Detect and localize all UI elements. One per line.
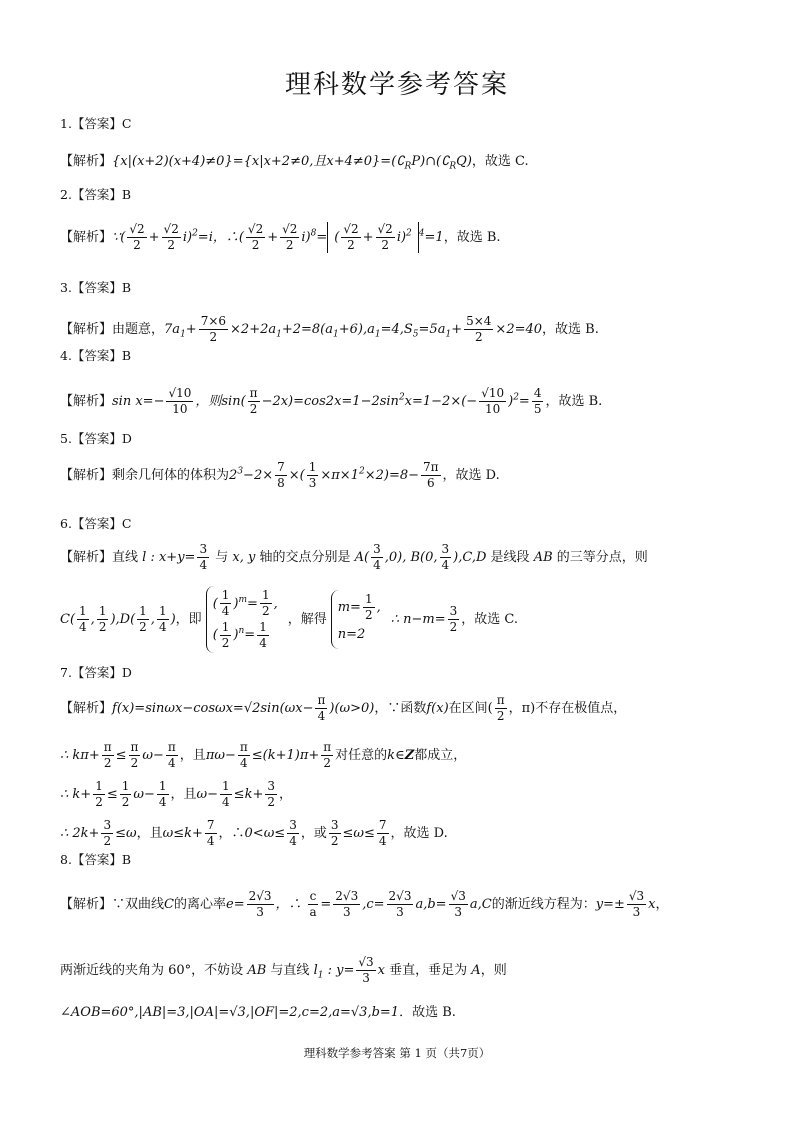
explanation-7-line3: ∴ k+ $\frac{1}{2}$ ≤ $\frac{1}{2}$ ω− $\frac{1}{4}$ ，且ω− $\frac{1}{4}$ ≤k+ $\frac{3}{2}$ ，: [60, 779, 292, 809]
explanation-6-line1: 【解析】直线 l : x+y= $\frac{3}{4}$ 与 x, y 轴的交点分别是 A( $\frac{3}{4}$ ,0), B(0, $\frac{3}{4}$ ),C,D 是线段 AB 的三等分点，则: [60, 542, 648, 572]
explanation-8-line1: 【解析】∵双曲线C的离心率e= $\frac{2√3}{3}$ ，∴ $\frac{c}{a}$ = $\frac{2√3}{3}$ ,c= $\frac{2√3}{3}$ a,b= $\frac{√3}{3}$ a,C的渐近线方程为：y=± $\frac{√3}{3}$ x，: [60, 889, 669, 919]
answer-2: 2.【答案】B: [60, 187, 132, 202]
answer-3: 3.【答案】B: [60, 280, 132, 295]
explanation-7-line4: ∴ 2k+ $\frac{3}{2}$ ≤ω，且ω≤k+ $\frac{7}{4}$ ，∴0<ω≤ $\frac{3}{4}$ ，或 $\frac{3}{2}$ ≤ω≤ $\frac{7}{4}$ ，故选 D.: [60, 818, 448, 848]
answer-4: 4.【答案】B: [60, 348, 132, 363]
answer-6: 6.【答案】C: [60, 516, 132, 531]
explanation-7-line2: ∴ kπ+ $\frac{\pi}{2}$ ≤ $\frac{\pi}{2}$ ω− $\frac{\pi}{4}$ ，且πω− $\frac{\pi}{4}$ ≤(k+1)π+ $\frac{\pi}{2}$ 对任意的k∈Z都成立，: [60, 740, 467, 770]
explanation-5: 【解析】剩余几何体的体积为$2^3-2\times$ $\frac{7}{8}$ ×( $\frac{1}{3}$ $\times\pi\times 1^2\times 2)=8-$ $\frac{7\pi}{6}$ ，故选 D.: [60, 460, 500, 490]
explanation-7-line1: 【解析】f(x)=sinωx−cosωx=√2sin(ωx− $\frac{\pi}{4}$ )(ω>0)，∵函数f(x)在区间( $\frac{\pi}{2}$ ，π)不存在极值点，: [60, 693, 627, 723]
explanation-4: 【解析】sin x=− $\frac{√10}{10}$ ，则sin( $\frac{\pi}{2}$ $-2x)=\cos 2x=1-2\sin^2x=1-2\times(-$ $\frac{√10}{10}$ )$^2$= $\frac{4}{5}$ ，故选 B.: [60, 386, 603, 416]
explanation-6-line2: C( $\frac{1}{4}$ , $\frac{1}{2}$ ),D( $\frac{1}{2}$ , $\frac{1}{4}$ )，即 ( $\frac{1}{4}$ )$^m$= $\frac{1}{2}$ , ( $\frac{1}{2}$ )$^n$= $\frac{1}{4}$ ，解得 m= $\frac{1}{2}$ , n=2 ∴ n−m= $\frac{3}{2}$ ，故选 C.: [60, 586, 518, 653]
explanation-8-line3: ∠AOB=60°,|AB|=3,|OA|=√3,|OF|=2,c=2,a=√3,b=1．故选 B.: [60, 1005, 456, 1020]
answer-7: 7.【答案】D: [60, 665, 132, 680]
explanation-8-line2: 两渐近线的夹角为 60°，不妨设 AB 与直线 $l_1$ : y= $\frac{√3}{3}$ x 垂直，垂足为 A，则: [60, 955, 507, 985]
explanation-1: 【解析】{x|(x+2)(x+4)≠0}={x|x+2≠0,且$x+4\ne 0\}=(∁_RP)\cap(∁_RQ)$，故选 C.: [60, 154, 529, 172]
answer-8: 8.【答案】B: [60, 852, 132, 867]
explanation-2: 【解析】∵( $\frac{√2}{2}$ + $\frac{√2}{2}$ i)$^2$=i，∴( $\frac{√2}{2}$ + $\frac{√2}{2}$ i)$^8$= ( $\frac{√2}{2}$ + $\frac{√2}{2}$ i)$^2$ $^4$=1，故选 B.: [60, 222, 501, 252]
page-title: 理科数学参考答案: [284, 70, 509, 100]
answer-1: 1.【答案】C: [60, 116, 132, 131]
answer-5: 5.【答案】D: [60, 431, 132, 446]
explanation-3: 【解析】由题意，$7a_1+$ $\frac{7\times 6}{2}$ $\times 2+2a_1+2=8(a_1+6),a_1=4,S_5=5a_1+$ $\frac{5\times 4}{2}$ ×2=40，故选 B.: [60, 314, 599, 344]
page-footer: 理科数学参考答案 第 1 页（共7页）: [303, 1046, 491, 1060]
